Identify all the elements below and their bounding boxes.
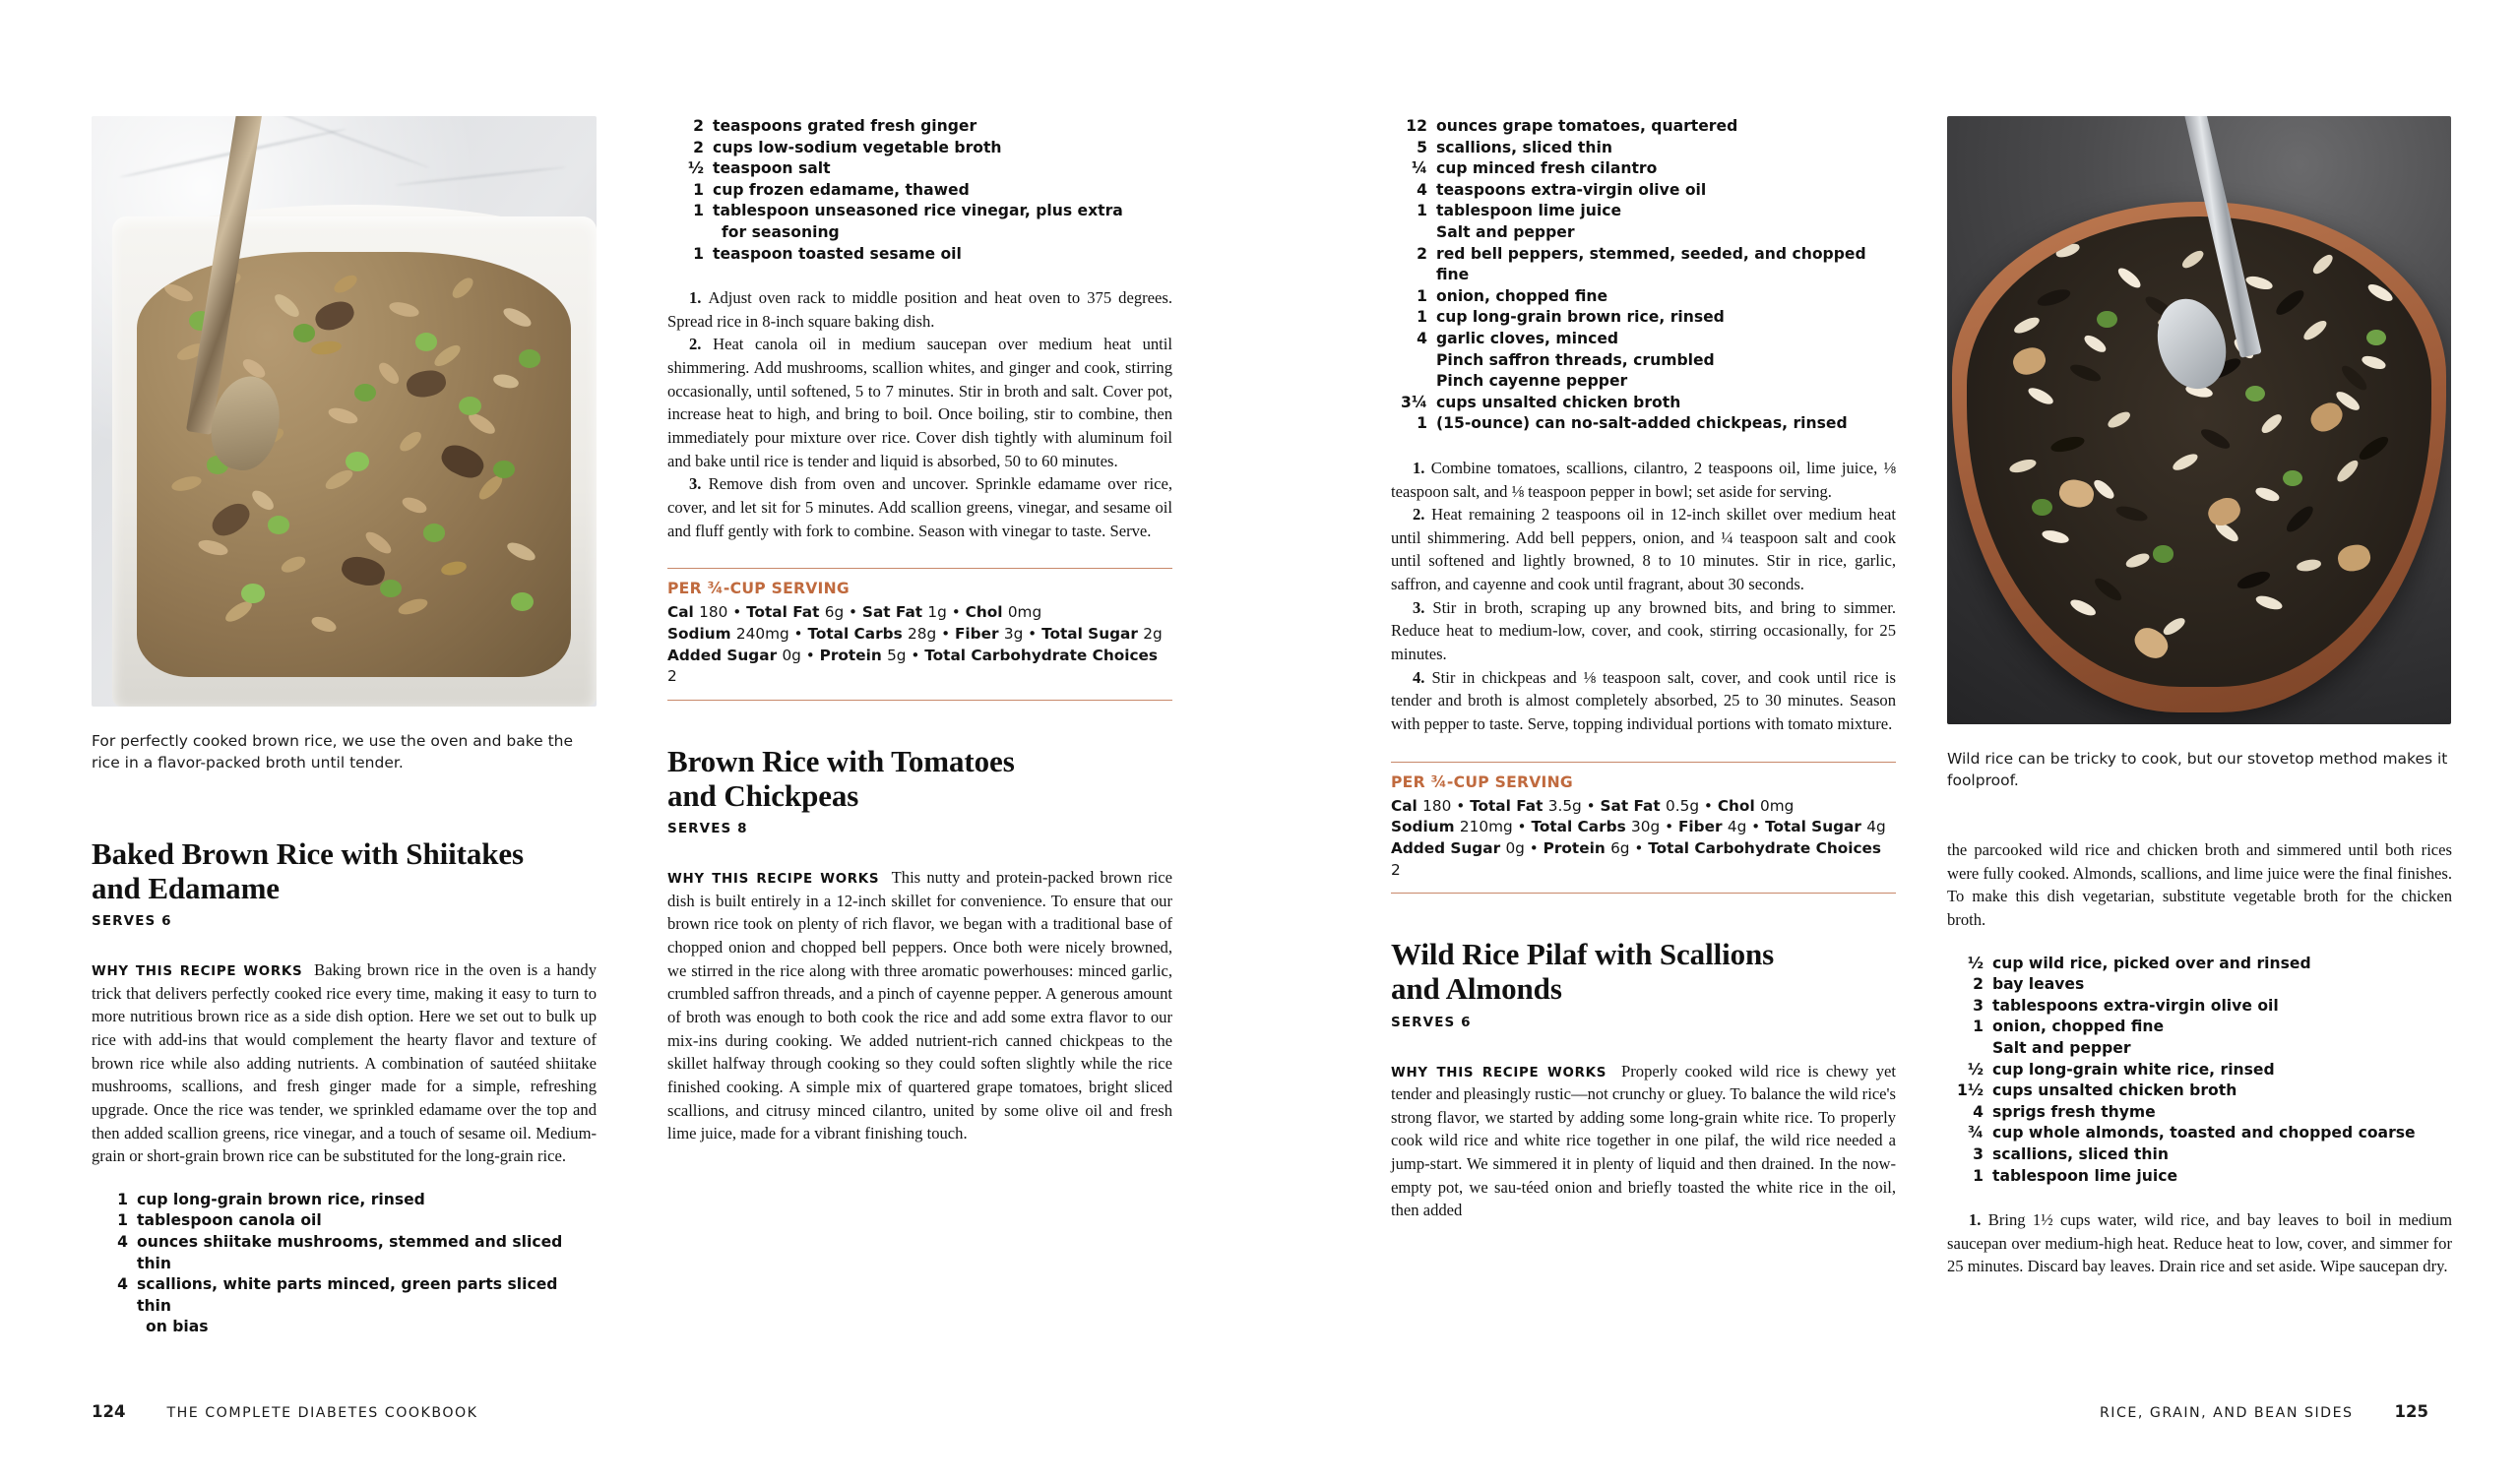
nutrition-line [1391, 817, 1896, 838]
nutrition-key: Protein [819, 646, 888, 664]
nutrition-value: 28g [908, 624, 937, 643]
nutrition-separator: • [946, 603, 966, 622]
instruction-step [1391, 457, 1896, 503]
ingredient-row [1947, 954, 2452, 975]
ingredient-list-baked-brown-rice-part1 [92, 1190, 597, 1338]
nutrition-key: Total Carbs [1531, 818, 1632, 836]
nutrition-value: 30g [1631, 818, 1661, 836]
ingredient-text: Pinch cayenne pepper [1436, 372, 1628, 391]
recipe-title-baked-brown-rice [92, 836, 597, 905]
ingredient-row [1391, 393, 1896, 414]
why-this-recipe-works-label: WHY THIS RECIPE WORKS [92, 964, 303, 980]
ingredient-text: tablespoon unseasoned rice vinegar, plus extra [713, 202, 1123, 220]
ingredient-text: Salt and pepper [1436, 222, 1575, 241]
ingredient-row [1391, 350, 1896, 372]
nutrition-separator: • [1524, 839, 1544, 858]
recipe-title-line-2: and Chickpeas [667, 778, 859, 814]
nutrition-key: Sodium [667, 624, 736, 643]
step-text: Heat remaining 2 teaspoons oil in 12-inch skillet over medium heat until shimmering. Add bell peppers, onion, and ¼ teaspoon salt and cook until softened and lightly browned, 8 to 10 minutes. Stir in rice, garlic, saffron, and cayenne and cook until fragrant, about 30 seconds. [1391, 505, 1896, 594]
nutrition-key: Sodium [1391, 818, 1460, 836]
nutrition-baked-brown-rice [667, 568, 1172, 701]
ingredient-text: garlic cloves, minced [1436, 329, 1619, 347]
recipe-title-line-1: Wild Rice Pilaf with Scallions [1391, 937, 1775, 972]
nutrition-lines [1391, 796, 1896, 882]
ingredient-row [92, 1190, 597, 1211]
ingredient-list-brown-rice-tomatoes [1391, 116, 1896, 435]
why-this-recipe-works-label: WHY THIS RECIPE WORKS [667, 872, 880, 888]
ingredient-row [1391, 201, 1896, 222]
ingredient-amount: 2 [1973, 975, 1984, 994]
nutrition-separator: • [1699, 796, 1718, 815]
ingredient-text: Salt and pepper [1992, 1038, 2131, 1057]
ingredient-text: ounces shiitake mushrooms, stemmed and sliced thin [137, 1232, 563, 1272]
ingredient-amount: 3 [1973, 996, 1984, 1015]
instruction-step [667, 472, 1172, 542]
nutrition-key: Cal [1391, 796, 1423, 815]
ingredient-amount: 4 [117, 1232, 128, 1251]
ingredient-row [1947, 1060, 2452, 1081]
serves-brown-rice-tomatoes: SERVES 8 [667, 821, 748, 837]
ingredient-text: teaspoon toasted sesame oil [713, 244, 962, 263]
nutrition-key: Added Sugar [667, 646, 783, 664]
step-number: 2. [689, 335, 714, 354]
ingredient-amount: 1 [1417, 202, 1427, 220]
nutrition-separator: • [1746, 818, 1766, 836]
nutrition-separator: • [1660, 818, 1678, 836]
ingredient-row [1391, 286, 1896, 308]
nutrition-separator: • [800, 646, 820, 664]
nutrition-value: 180 [699, 603, 728, 622]
ingredient-amount: ¼ [1411, 159, 1427, 178]
page-number-right: 125 [2394, 1402, 2428, 1421]
ingredient-amount: 1 [693, 202, 704, 220]
ingredient-text: onion, chopped fine [1992, 1018, 2165, 1036]
why-this-recipe-works-wild-rice-continued: the parcooked wild rice and chicken broth and simmered until both rices were fully cooked. Almonds, scallions, and lime juice were the final finishes. To make this dish vegetarian, substitute vegetable broth for the chicken broth. [1947, 840, 2452, 929]
nutrition-line [667, 646, 1172, 688]
ingredient-text: scallions, white parts minced, green parts sliced thin [137, 1275, 558, 1315]
running-head-left: THE COMPLETE DIABETES COOKBOOK [166, 1405, 478, 1421]
nutrition-value: 210mg [1459, 818, 1513, 836]
nutrition-separator: • [1451, 796, 1471, 815]
ingredient-amount: 1 [117, 1190, 128, 1208]
ingredient-text: scallions, sliced thin [1436, 138, 1612, 156]
ingredient-row [667, 158, 1172, 180]
instruction-step [1947, 1208, 2452, 1278]
nutrition-value: 0g [782, 646, 801, 664]
why-this-recipe-works-label: WHY THIS RECIPE WORKS [1391, 1065, 1607, 1081]
nutrition-lines [667, 602, 1172, 688]
ingredient-text: cups low-sodium vegetable broth [713, 138, 1002, 156]
ingredient-amount: 1 [1417, 286, 1427, 305]
step-text: Remove dish from oven and uncover. Sprinkle edamame over rice, cover, and let sit for 5 minutes. Add scallion greens, vinegar, and sesame oil and fluff gently with fork to combine. Season with vinegar to taste. Serve. [667, 474, 1173, 540]
nutrition-heading: PER ¾-CUP SERVING [667, 580, 850, 598]
ingredient-amount: 1 [693, 180, 704, 199]
nutrition-separator: • [727, 603, 747, 622]
page-number-left: 124 [92, 1402, 126, 1421]
nutrition-value: 2 [667, 667, 677, 686]
ingredient-amount: 4 [1417, 329, 1427, 347]
recipe-title-brown-rice-tomatoes [667, 744, 1172, 813]
ingredient-row [1947, 974, 2452, 996]
instructions-baked-brown-rice [667, 286, 1172, 542]
ingredient-text: red bell peppers, stemmed, seeded, and chopped fine [1436, 244, 1866, 284]
ingredient-amount: 1 [1973, 1166, 1984, 1185]
ingredient-continuation: on bias [146, 1318, 209, 1336]
ingredient-row [92, 1232, 597, 1274]
ingredient-text: cup wild rice, picked over and rinsed [1992, 954, 2311, 972]
step-text: Adjust oven rack to middle position and heat oven to 375 degrees. Spread rice in 8-inch square baking dish. [667, 288, 1173, 331]
ingredient-row [667, 180, 1172, 202]
ingredient-amount: ½ [1967, 1060, 1984, 1079]
nutrition-line [667, 624, 1172, 646]
ingredient-row [667, 116, 1172, 138]
ingredient-amount: ½ [1967, 954, 1984, 972]
nutrition-brown-rice-tomatoes [1391, 762, 1896, 895]
ingredient-text: cups unsalted chicken broth [1992, 1081, 2237, 1100]
ingredient-text: tablespoon lime juice [1992, 1166, 2178, 1185]
photo-wild-rice-pilaf [1947, 116, 2451, 724]
ingredient-text: cups unsalted chicken broth [1436, 393, 1681, 411]
ingredient-amount: ½ [687, 159, 704, 178]
ingredient-row [1391, 158, 1896, 180]
why-this-recipe-works-body: Properly cooked wild rice is chewy yet tender and pleasingly rustic—not crunchy or gluey. To balance the wild rice's strong flavor, we started by adding some long-grain white rice. To properly cook wild rice and white rice together in one pilaf, the wild rice needed a jump-start. We simmered it in plenty of liquid and then drained. In the now-empty pot, we sau-téed onion and briefly toasted the white rice in the oil, then added [1391, 1061, 1896, 1220]
ingredient-row [1391, 371, 1896, 393]
nutrition-separator: • [1581, 796, 1601, 815]
nutrition-value: 0mg [1007, 603, 1042, 622]
ingredient-text: scallions, sliced thin [1992, 1144, 2169, 1163]
ingredient-row [92, 1210, 597, 1232]
nutrition-separator: • [1629, 839, 1649, 858]
ingredient-amount: 2 [693, 138, 704, 156]
nutrition-key: Total Fat [1470, 796, 1548, 815]
ingredient-text: cup whole almonds, toasted and chopped coarse [1992, 1124, 2416, 1142]
ingredient-row [1947, 1081, 2452, 1102]
serves-baked-brown-rice: SERVES 6 [92, 913, 172, 930]
why-this-recipe-works-body: Baking brown rice in the oven is a handy trick that delivers perfectly cooked rice every time, making it easy to turn to more nutritious brown rice as a side dish option. Here we set out to bulk up rice with add-ins that would complement the hearty flavor and texture of brown rice while also adding nutrients. A combination of sautéed shiitake mushrooms, scallions, and fresh ginger made for a simple, refreshing upgrade. Once the rice was tender, we sprinkled edamame over the top and then added scallion greens, rice vinegar, and a touch of sesame oil. Medium-grain or short-grain brown rice can be substituted for the long-grain rice. [92, 960, 597, 1166]
ingredient-row [1947, 1166, 2452, 1188]
nutrition-key: Added Sugar [1391, 839, 1506, 858]
step-number: 3. [1413, 597, 1433, 617]
why-this-recipe-works-body: This nutty and protein-packed brown rice dish is built entirely in a 12-inch skillet for convenience. To ensure that our brown rice took on plenty of rich flavor, we began with a traditional base of chopped onion and chopped bell peppers. Once both were nicely browned, we stirred in the rice along with three aromatic powerhouses: minced garlic, crumbled saffron threads, and a pinch of cayenne pepper. A generous amount of broth was enough to both cook the rice and add some extra flavor to our mix-ins during cooking. We added nutrient-rich canned chickpeas to the skillet halfway through cooking so they could soften slightly while the rice finished cooking. A simple mix of quartered grape tomatoes, bright sliced scallions, and citrusy minced cilantro, united by some olive oil and fresh lime juice, made for a vibrant finishing touch. [667, 868, 1173, 1143]
ingredient-row [1947, 1102, 2452, 1124]
nutrition-value: 0mg [1760, 796, 1795, 815]
ingredient-row [1391, 307, 1896, 329]
instructions-brown-rice-tomatoes [1391, 457, 1896, 736]
why-this-recipe-works-brown-rice-tomatoes [667, 866, 1172, 1145]
instruction-step [667, 286, 1172, 333]
step-text: Stir in chickpeas and ⅛ teaspoon salt, cover, and cook until rice is tender and broth is almost completely absorbed, 25 to 30 minutes. Season with pepper to taste. Serve, topping individual portions with tomato mixture. [1391, 667, 1897, 733]
nutrition-line [1391, 796, 1896, 818]
ingredient-amount: 3¼ [1401, 393, 1427, 411]
ingredient-row [1391, 329, 1896, 350]
nutrition-value: 240mg [735, 624, 789, 643]
ingredient-amount: 2 [693, 117, 704, 135]
column-4 [1947, 838, 2452, 1278]
serves-wild-rice-pilaf: SERVES 6 [1391, 1014, 1472, 1030]
recipe-title-line-1: Baked Brown Rice with Shiitakes [92, 836, 524, 871]
nutrition-key: Total Fat [746, 603, 825, 622]
nutrition-separator: • [844, 603, 862, 622]
nutrition-separator: • [906, 646, 925, 664]
ingredient-list-baked-brown-rice-part2 [667, 116, 1172, 265]
rice-mixture [137, 252, 571, 677]
nutrition-key: Cal [667, 603, 700, 622]
ingredient-text: cup long-grain white rice, rinsed [1992, 1060, 2275, 1079]
ingredient-text: teaspoons extra-virgin olive oil [1436, 180, 1707, 199]
photo-caption-brown-rice: For perfectly cooked brown rice, we use the oven and bake the rice in a flavor-packed broth until tender. [92, 732, 574, 772]
step-text: Combine tomatoes, scallions, cilantro, 2 teaspoons oil, lime juice, ⅛ teaspoon salt, and ⅛ teaspoon pepper in bowl; set aside for serving. [1391, 458, 1896, 501]
step-text: Bring 1½ cups water, wild rice, and bay leaves to boil in medium saucepan over medium-high heat. Reduce heat to low, cover, and simmer for 25 minutes. Discard bay leaves. Drain rice and set aside. Wipe saucepan dry. [1947, 1210, 2452, 1276]
nutrition-value: 6g [824, 603, 845, 622]
ingredient-row [1947, 1123, 2452, 1144]
ingredient-amount: 5 [1417, 138, 1427, 156]
why-this-recipe-works-baked-brown-rice [92, 958, 597, 1168]
nutrition-value: 1g [927, 603, 947, 622]
ingredient-row [1947, 1144, 2452, 1166]
recipe-title-wild-rice-pilaf [1391, 937, 1896, 1006]
wild-rice-pilaf-contents [1967, 216, 2431, 687]
nutrition-value: 0g [1505, 839, 1525, 858]
ingredient-text: Pinch saffron threads, crumbled [1436, 350, 1715, 369]
ingredient-row [1391, 180, 1896, 202]
ingredient-amount: 4 [1973, 1102, 1984, 1121]
ingredient-amount: 2 [1417, 244, 1427, 263]
recipe-title-line-2: and Edamame [92, 871, 280, 906]
ingredient-row [1391, 222, 1896, 244]
nutrition-value: 3g [1003, 624, 1024, 643]
recipe-title-line-1: Brown Rice with Tomatoes [667, 744, 1015, 779]
ingredient-row [1391, 244, 1896, 286]
nutrition-value: 180 [1422, 796, 1452, 815]
ingredient-amount: ¾ [1967, 1124, 1984, 1142]
ingredient-row [1947, 1017, 2452, 1038]
ingredient-text: tablespoons extra-virgin olive oil [1992, 996, 2279, 1015]
ingredient-continuation: for seasoning [722, 222, 840, 241]
nutrition-key: Total Sugar [1765, 818, 1867, 836]
ingredient-text: cup frozen edamame, thawed [713, 180, 970, 199]
nutrition-key: Chol [965, 603, 1008, 622]
nutrition-value: 0.5g [1666, 796, 1700, 815]
ingredient-row [92, 1274, 597, 1317]
step-number: 1. [1969, 1210, 1988, 1230]
ingredient-row [1947, 996, 2452, 1018]
ingredient-amount: 1½ [1957, 1081, 1984, 1100]
ingredient-text: tablespoon canola oil [137, 1211, 322, 1230]
ingredient-amount: 3 [1973, 1144, 1984, 1163]
ingredient-amount: 1 [1417, 308, 1427, 327]
nutrition-key: Fiber [954, 624, 1004, 643]
ingredient-amount: 4 [1417, 180, 1427, 199]
nutrition-value: 4g [1866, 818, 1886, 836]
nutrition-value: 2g [1143, 624, 1163, 643]
nutrition-key: Chol [1717, 796, 1761, 815]
ingredient-amount: 12 [1406, 117, 1427, 135]
instruction-step [1391, 503, 1896, 596]
ingredient-text: sprigs fresh thyme [1992, 1102, 2156, 1121]
ingredient-amount: 1 [1973, 1018, 1984, 1036]
ingredient-row [667, 244, 1172, 266]
nutrition-separator: • [1023, 624, 1042, 643]
ingredient-list-wild-rice-pilaf [1947, 954, 2452, 1188]
ingredient-row [1391, 116, 1896, 138]
nutrition-key: Protein [1543, 839, 1611, 858]
nutrition-separator: • [936, 624, 955, 643]
ingredient-text: cup minced fresh cilantro [1436, 159, 1658, 178]
nutrition-heading: PER ¾-CUP SERVING [1391, 772, 1573, 791]
nutrition-line [1391, 838, 1896, 881]
instruction-step [667, 333, 1172, 472]
step-number: 1. [689, 288, 709, 308]
step-number: 1. [1413, 458, 1431, 477]
nutrition-key: Sat Fat [1600, 796, 1667, 815]
ingredient-text: teaspoons grated fresh ginger [713, 117, 977, 135]
ingredient-amount: 1 [117, 1211, 128, 1230]
ingredient-text: teaspoon salt [713, 159, 831, 178]
ingredient-row [1391, 413, 1896, 435]
nutrition-value: 4g [1727, 818, 1747, 836]
nutrition-value: 5g [887, 646, 907, 664]
ingredient-text: (15-ounce) can no-salt-added chickpeas, rinsed [1436, 414, 1848, 433]
nutrition-value: 2 [1391, 860, 1401, 879]
ingredient-amount: 4 [117, 1275, 128, 1294]
ingredient-amount: 1 [1417, 414, 1427, 433]
nutrition-separator: • [1512, 818, 1532, 836]
column-1 [92, 836, 597, 1338]
nutrition-value: 3.5g [1547, 796, 1582, 815]
ingredient-amount: 1 [693, 244, 704, 263]
ingredient-text: onion, chopped fine [1436, 286, 1608, 305]
ingredient-row [667, 201, 1172, 222]
instruction-step [1391, 596, 1896, 666]
photo-caption-wild-rice: Wild rice can be tricky to cook, but our stovetop method makes it foolproof. [1947, 750, 2448, 790]
recipe-title-line-2: and Almonds [1391, 971, 1562, 1007]
photo-baked-brown-rice [92, 116, 597, 707]
nutrition-separator: • [788, 624, 808, 643]
column-3 [1391, 116, 1896, 1222]
why-this-recipe-works-wild-rice-pilaf [1391, 1060, 1896, 1222]
nutrition-key: Fiber [1677, 818, 1728, 836]
nutrition-key: Sat Fat [861, 603, 928, 622]
ingredient-row [1947, 1038, 2452, 1060]
step-number: 4. [1413, 667, 1432, 687]
nutrition-key: Total Carbohydrate Choices [1648, 839, 1882, 858]
step-text: Stir in broth, scraping up any browned bits, and bring to simmer. Reduce heat to medium-low, cover, and cook, stirring occasionally, for 25 minutes. [1391, 597, 1897, 664]
nutrition-value: 6g [1610, 839, 1630, 858]
step-number: 3. [689, 474, 709, 494]
ingredient-text: cup long-grain brown rice, rinsed [137, 1190, 425, 1208]
running-head-right: RICE, GRAIN, AND BEAN SIDES [2099, 1405, 2354, 1421]
footer-right-page [2100, 1402, 2428, 1421]
instructions-wild-rice-pilaf [1947, 1208, 2452, 1278]
step-text: Heat canola oil in medium saucepan over medium heat until shimmering. Add mushrooms, scallion whites, and ginger and cook, stirring occasionally, until softened, 5 to 7 minutes. Stir in broth and salt. Cover pot, increase heat to high, and bring to boil. Once boiling, stir to combine, then immediately pour mixture over rice. Cover dish tightly with aluminum foil and bake until rice is tender and liquid is absorbed, 50 to 60 minutes. [667, 335, 1173, 470]
footer-left-page [92, 1402, 477, 1421]
column-2 [667, 116, 1172, 1145]
nutrition-key: Total Carbs [807, 624, 909, 643]
ingredient-text: cup long-grain brown rice, rinsed [1436, 308, 1725, 327]
ingredient-row [667, 138, 1172, 159]
ingredient-text: tablespoon lime juice [1436, 202, 1622, 220]
nutrition-line [667, 602, 1172, 624]
ingredient-text: ounces grape tomatoes, quartered [1436, 117, 1738, 135]
nutrition-key: Total Sugar [1041, 624, 1144, 643]
instruction-step [1391, 666, 1896, 736]
ingredient-row [1391, 138, 1896, 159]
nutrition-key: Total Carbohydrate Choices [924, 646, 1159, 664]
ingredient-text: bay leaves [1992, 975, 2085, 994]
step-number: 2. [1413, 505, 1432, 525]
